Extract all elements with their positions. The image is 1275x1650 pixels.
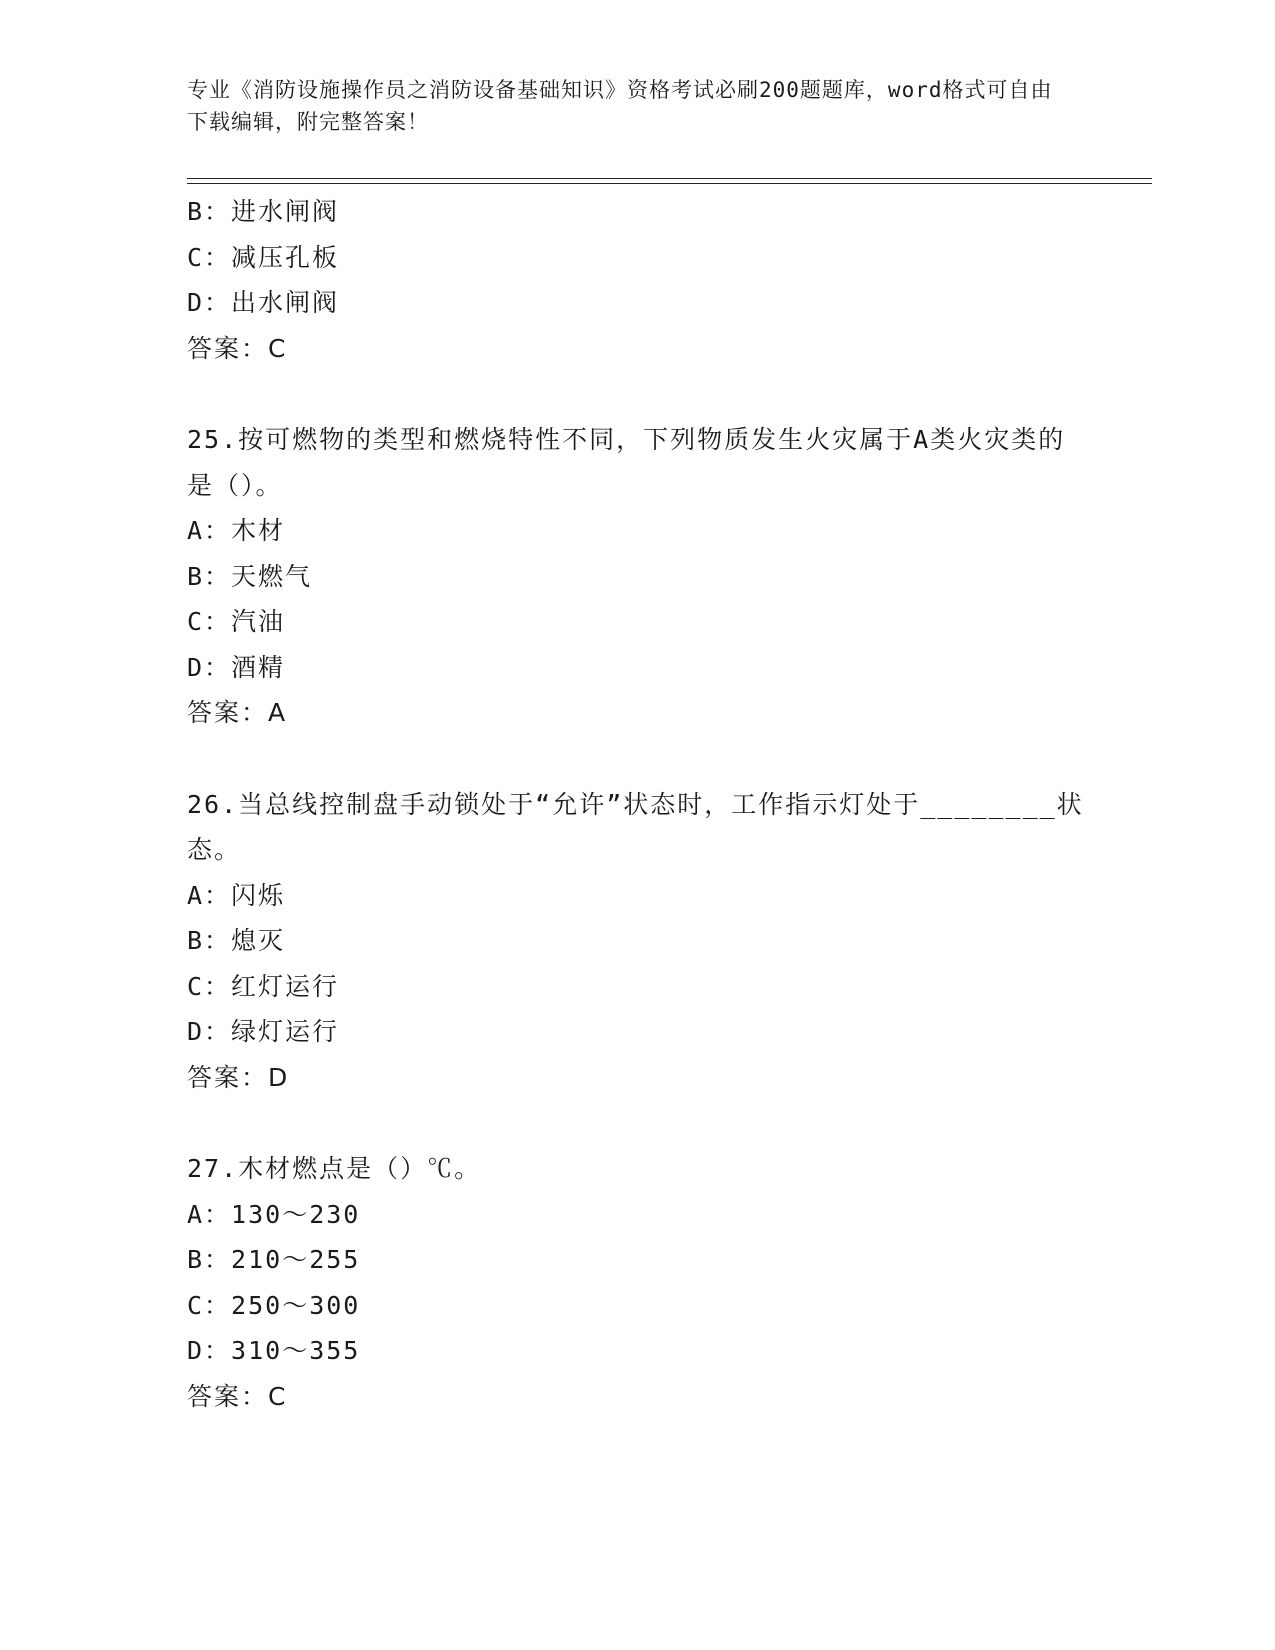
answer-line: 答案：C	[187, 333, 288, 363]
question-list	[187, 189, 1087, 1419]
question-stem: 25.按可燃物的类型和燃烧特性不同，下列物质发生火灾属于A类火灾类的是（）。	[187, 425, 1066, 500]
header-divider-top	[187, 178, 1152, 179]
question-stem: 27.木材燃点是（）℃。	[187, 1154, 482, 1183]
spacer	[187, 371, 1087, 417]
option-b: B：天燃气	[187, 561, 313, 591]
option-d: D：绿灯运行	[187, 1017, 340, 1046]
option-c: C：汽油	[187, 607, 286, 636]
option-a: A：闪烁	[187, 880, 286, 910]
header-divider-bottom	[187, 183, 1152, 184]
answer-line: 答案：C	[187, 1381, 288, 1411]
answer-line: 答案：D	[187, 1062, 290, 1092]
question-block-25	[187, 417, 1087, 736]
option-c: C：250～300	[187, 1290, 361, 1320]
spacer	[187, 736, 1087, 782]
option-c: C：红灯运行	[187, 971, 340, 1001]
question-block-24	[187, 189, 1087, 371]
option-b: B：进水闸阀	[187, 197, 340, 226]
document-header: 专业《消防设施操作员之消防设备基础知识》资格考试必刷200题题库，word格式可自由下载编辑，附完整答案！	[187, 78, 1053, 134]
option-b: B：熄灭	[187, 926, 286, 955]
option-d: D：出水闸阀	[187, 288, 340, 317]
option-b: B：210～255	[187, 1245, 361, 1274]
question-block-27	[187, 1146, 1087, 1419]
question-stem: 26.当总线控制盘手动锁处于“允许”状态时，工作指示灯处于________状态。	[187, 789, 1084, 864]
spacer	[187, 1100, 1087, 1146]
option-a: A：130～230	[187, 1199, 361, 1229]
option-d: D：310～355	[187, 1336, 361, 1365]
answer-line: 答案：A	[187, 698, 288, 727]
option-c: C：减压孔板	[187, 242, 340, 272]
option-d: D：酒精	[187, 652, 286, 682]
option-a: A：木材	[187, 516, 286, 545]
question-block-26	[187, 782, 1087, 1101]
